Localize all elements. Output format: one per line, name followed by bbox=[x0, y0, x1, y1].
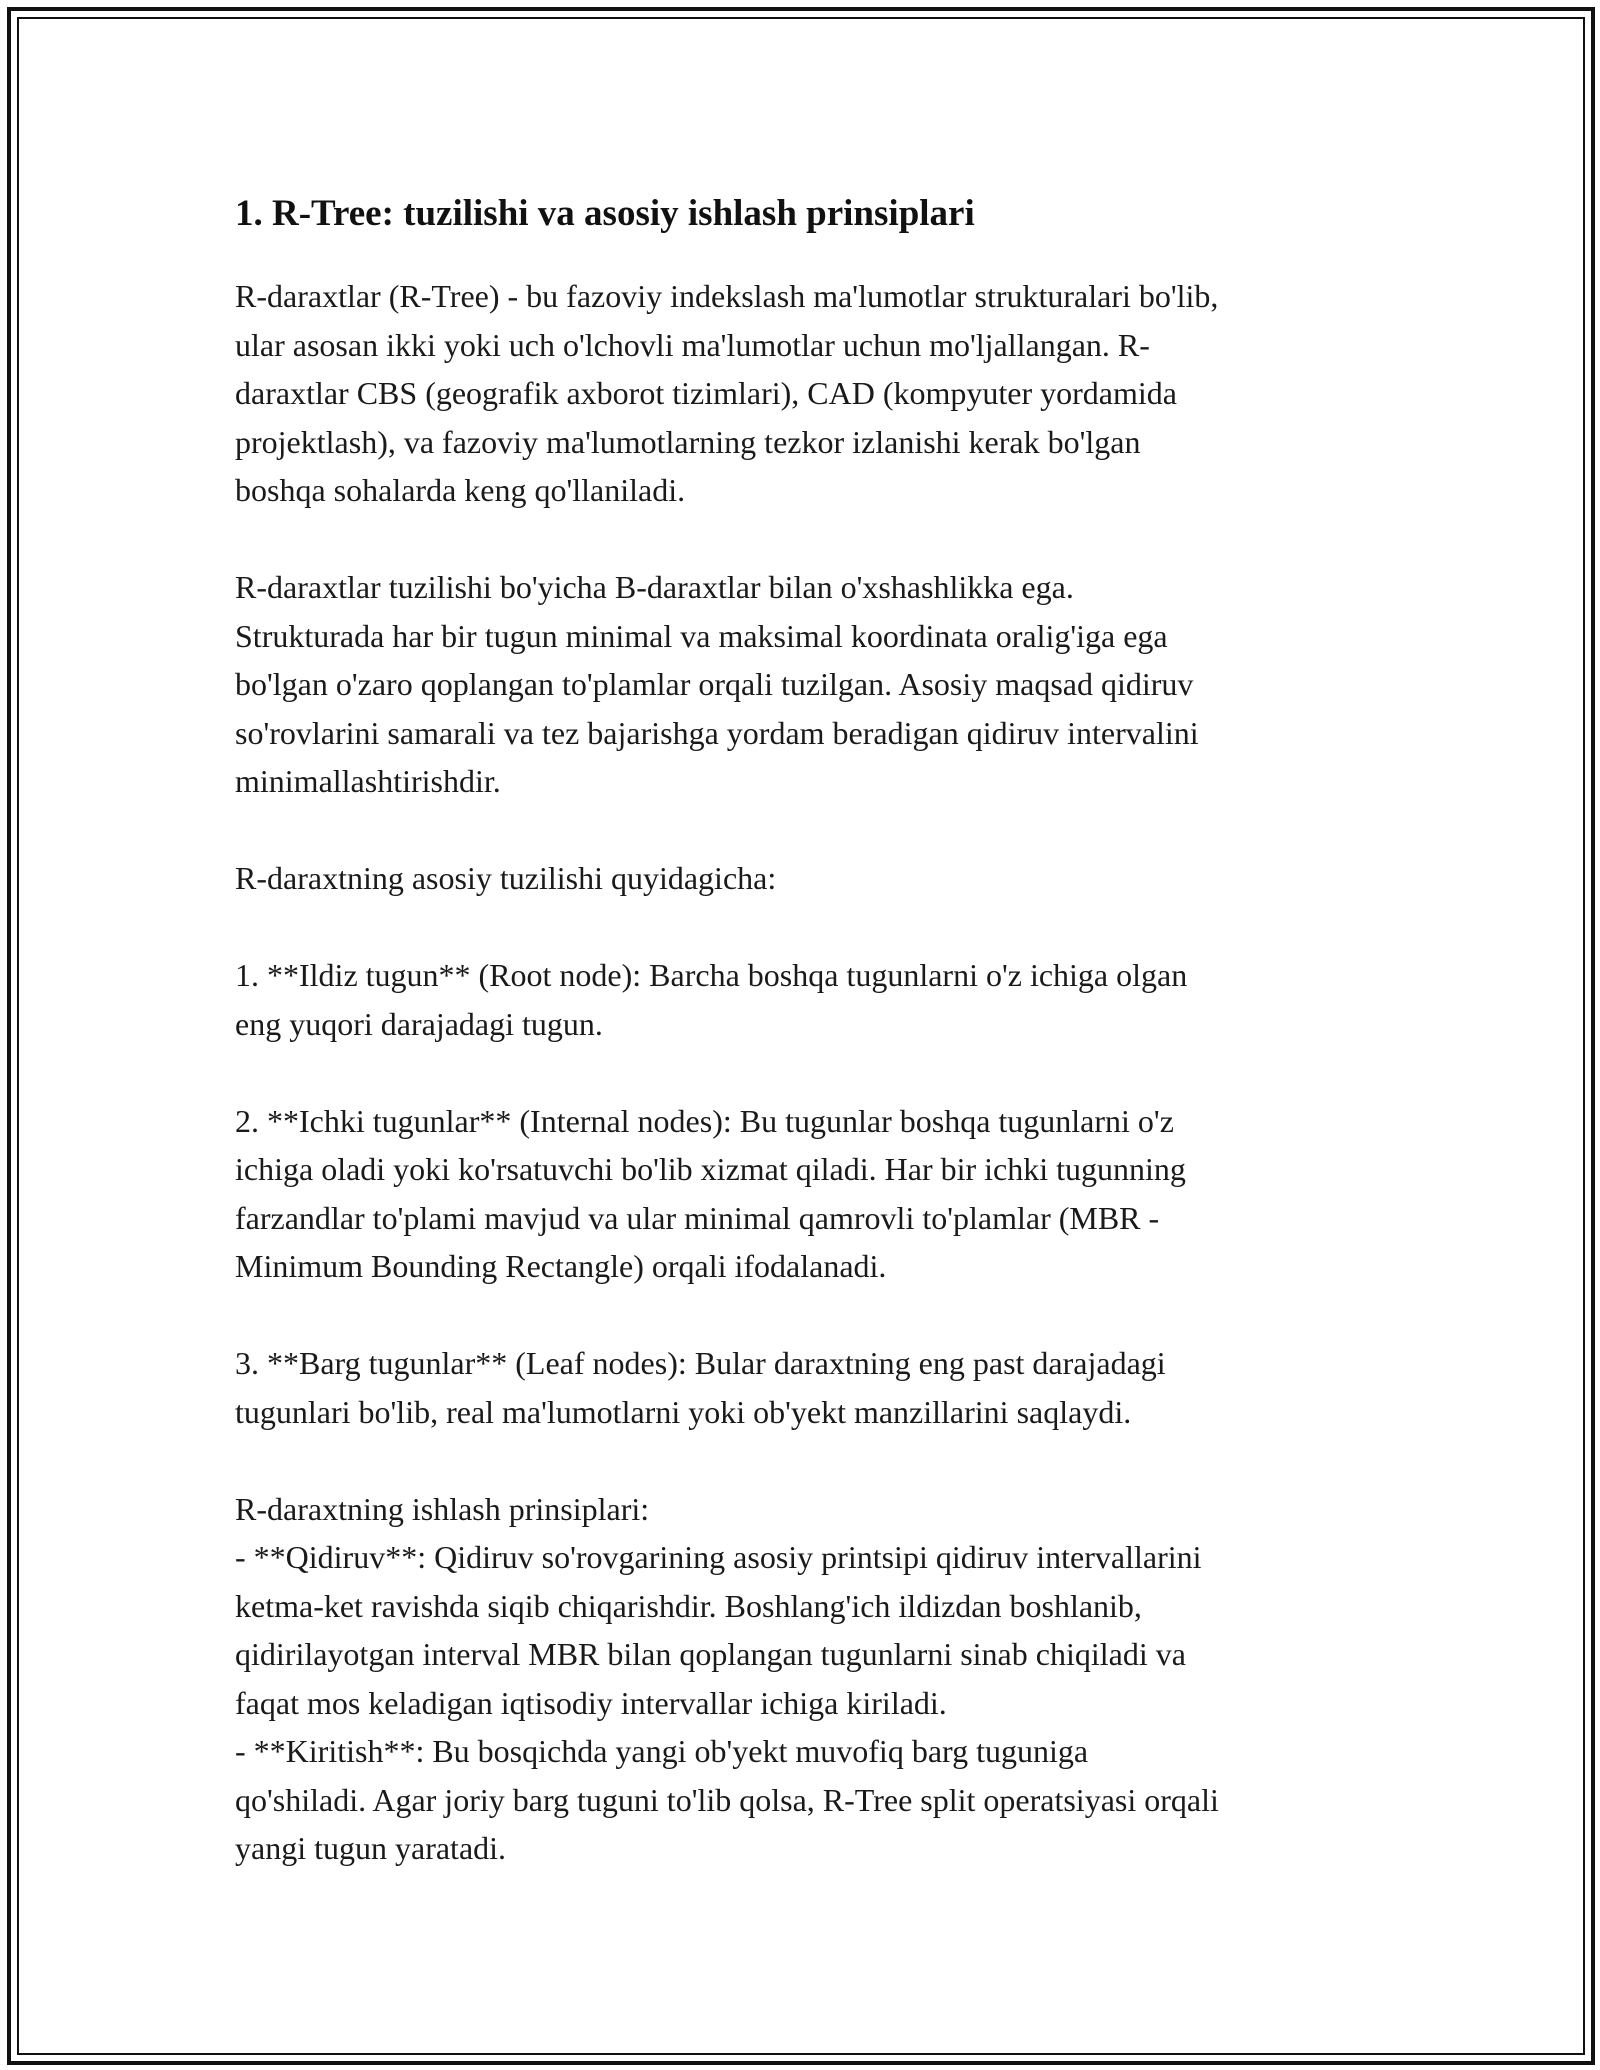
paragraph-principles: R-daraxtning ishlash prinsiplari: - **Qidiruv**: Qidiruv so'rovgarining asosiy printsipi qidiruv intervallarini ketma-ket ravishda siqib chiqarishdir. Boshlang'ich ildizdan boshlanib, qidirilayotgan interval MBR bilan qoplangan tugunlarni sinab chiqiladi va faqat mos keladigan iqtisodiy intervallar ichiga kiriladi. - **Kiritish**: Bu bosqichda yangi ob'yekt muvofiq barg tuguniga qo'shiladi. Agar joriy barg tuguni to'lib qolsa, R-Tree split operatsiyasi orqali yangi tugun yaratadi. bbox=[235, 1490, 1219, 1866]
paragraph-structure: R-daraxtlar tuzilishi bo'yicha B-daraxtlar bilan o'xshashlikka ega. Strukturada har bir tugun minimal va maksimal koordinata oralig'iga ega bo'lgan o'zaro qoplangan to'plamlar orqali tuzilgan. Asosiy maqsad qidiruv so'rovlarini samarali va tez bajarishga yordam beradigan qidiruv intervalini minimallashtirishdir. bbox=[235, 569, 1199, 799]
section-heading: 1. R-Tree: tuzilishi va asosiy ishlash prinsiplari bbox=[235, 193, 975, 234]
paragraph-spacer bbox=[235, 903, 1385, 952]
paragraph-spacer bbox=[235, 515, 1385, 564]
list-item-internal-nodes: 2. **Ichki tugunlar** (Internal nodes): Bu tugunlar boshqa tugunlarni o'z ichiga oladi yoki ko'rsatuvchi bo'lib xizmat qiladi. Har bir ichki tugunning farzandlar to'plami mavjud va ular minimal qamrovli to'plamlar (MBR - Minimum Bounding Rectangle) orqali ifodalanadi. bbox=[235, 1102, 1186, 1284]
paragraph-spacer bbox=[235, 806, 1385, 855]
list-item-root-node: 1. **Ildiz tugun** (Root node): Barcha boshqa tugunlarni o'z ichiga olgan eng yuqori darajadagi tugun. bbox=[235, 957, 1188, 1042]
document-body bbox=[235, 186, 1385, 1873]
paragraph-structure-intro: R-daraxtning asosiy tuzilishi quyidagicha: bbox=[235, 860, 777, 896]
paragraph-spacer bbox=[235, 1436, 1385, 1485]
paragraph-spacer bbox=[235, 1048, 1385, 1097]
paragraph-intro: R-daraxtlar (R-Tree) - bu fazoviy indekslash ma'lumotlar strukturalari bo'lib, ular asosan ikki yoki uch o'lchovli ma'lumotlar uchun mo'ljallangan. R- daraxtlar CBS (geografik axborot tizimlari), CAD (kompyuter yordamida projektlash), va fazoviy ma'lumotlarning tezkor izlanishi kerak bo'lgan boshqa sohalarda keng qo'llaniladi. bbox=[235, 278, 1219, 508]
paragraph-spacer bbox=[235, 1291, 1385, 1340]
list-item-leaf-nodes: 3. **Barg tugunlar** (Leaf nodes): Bular daraxtning eng past darajadagi tugunlari bo'lib, real ma'lumotlarni yoki ob'yekt manzillarini saqlaydi. bbox=[235, 1345, 1166, 1430]
